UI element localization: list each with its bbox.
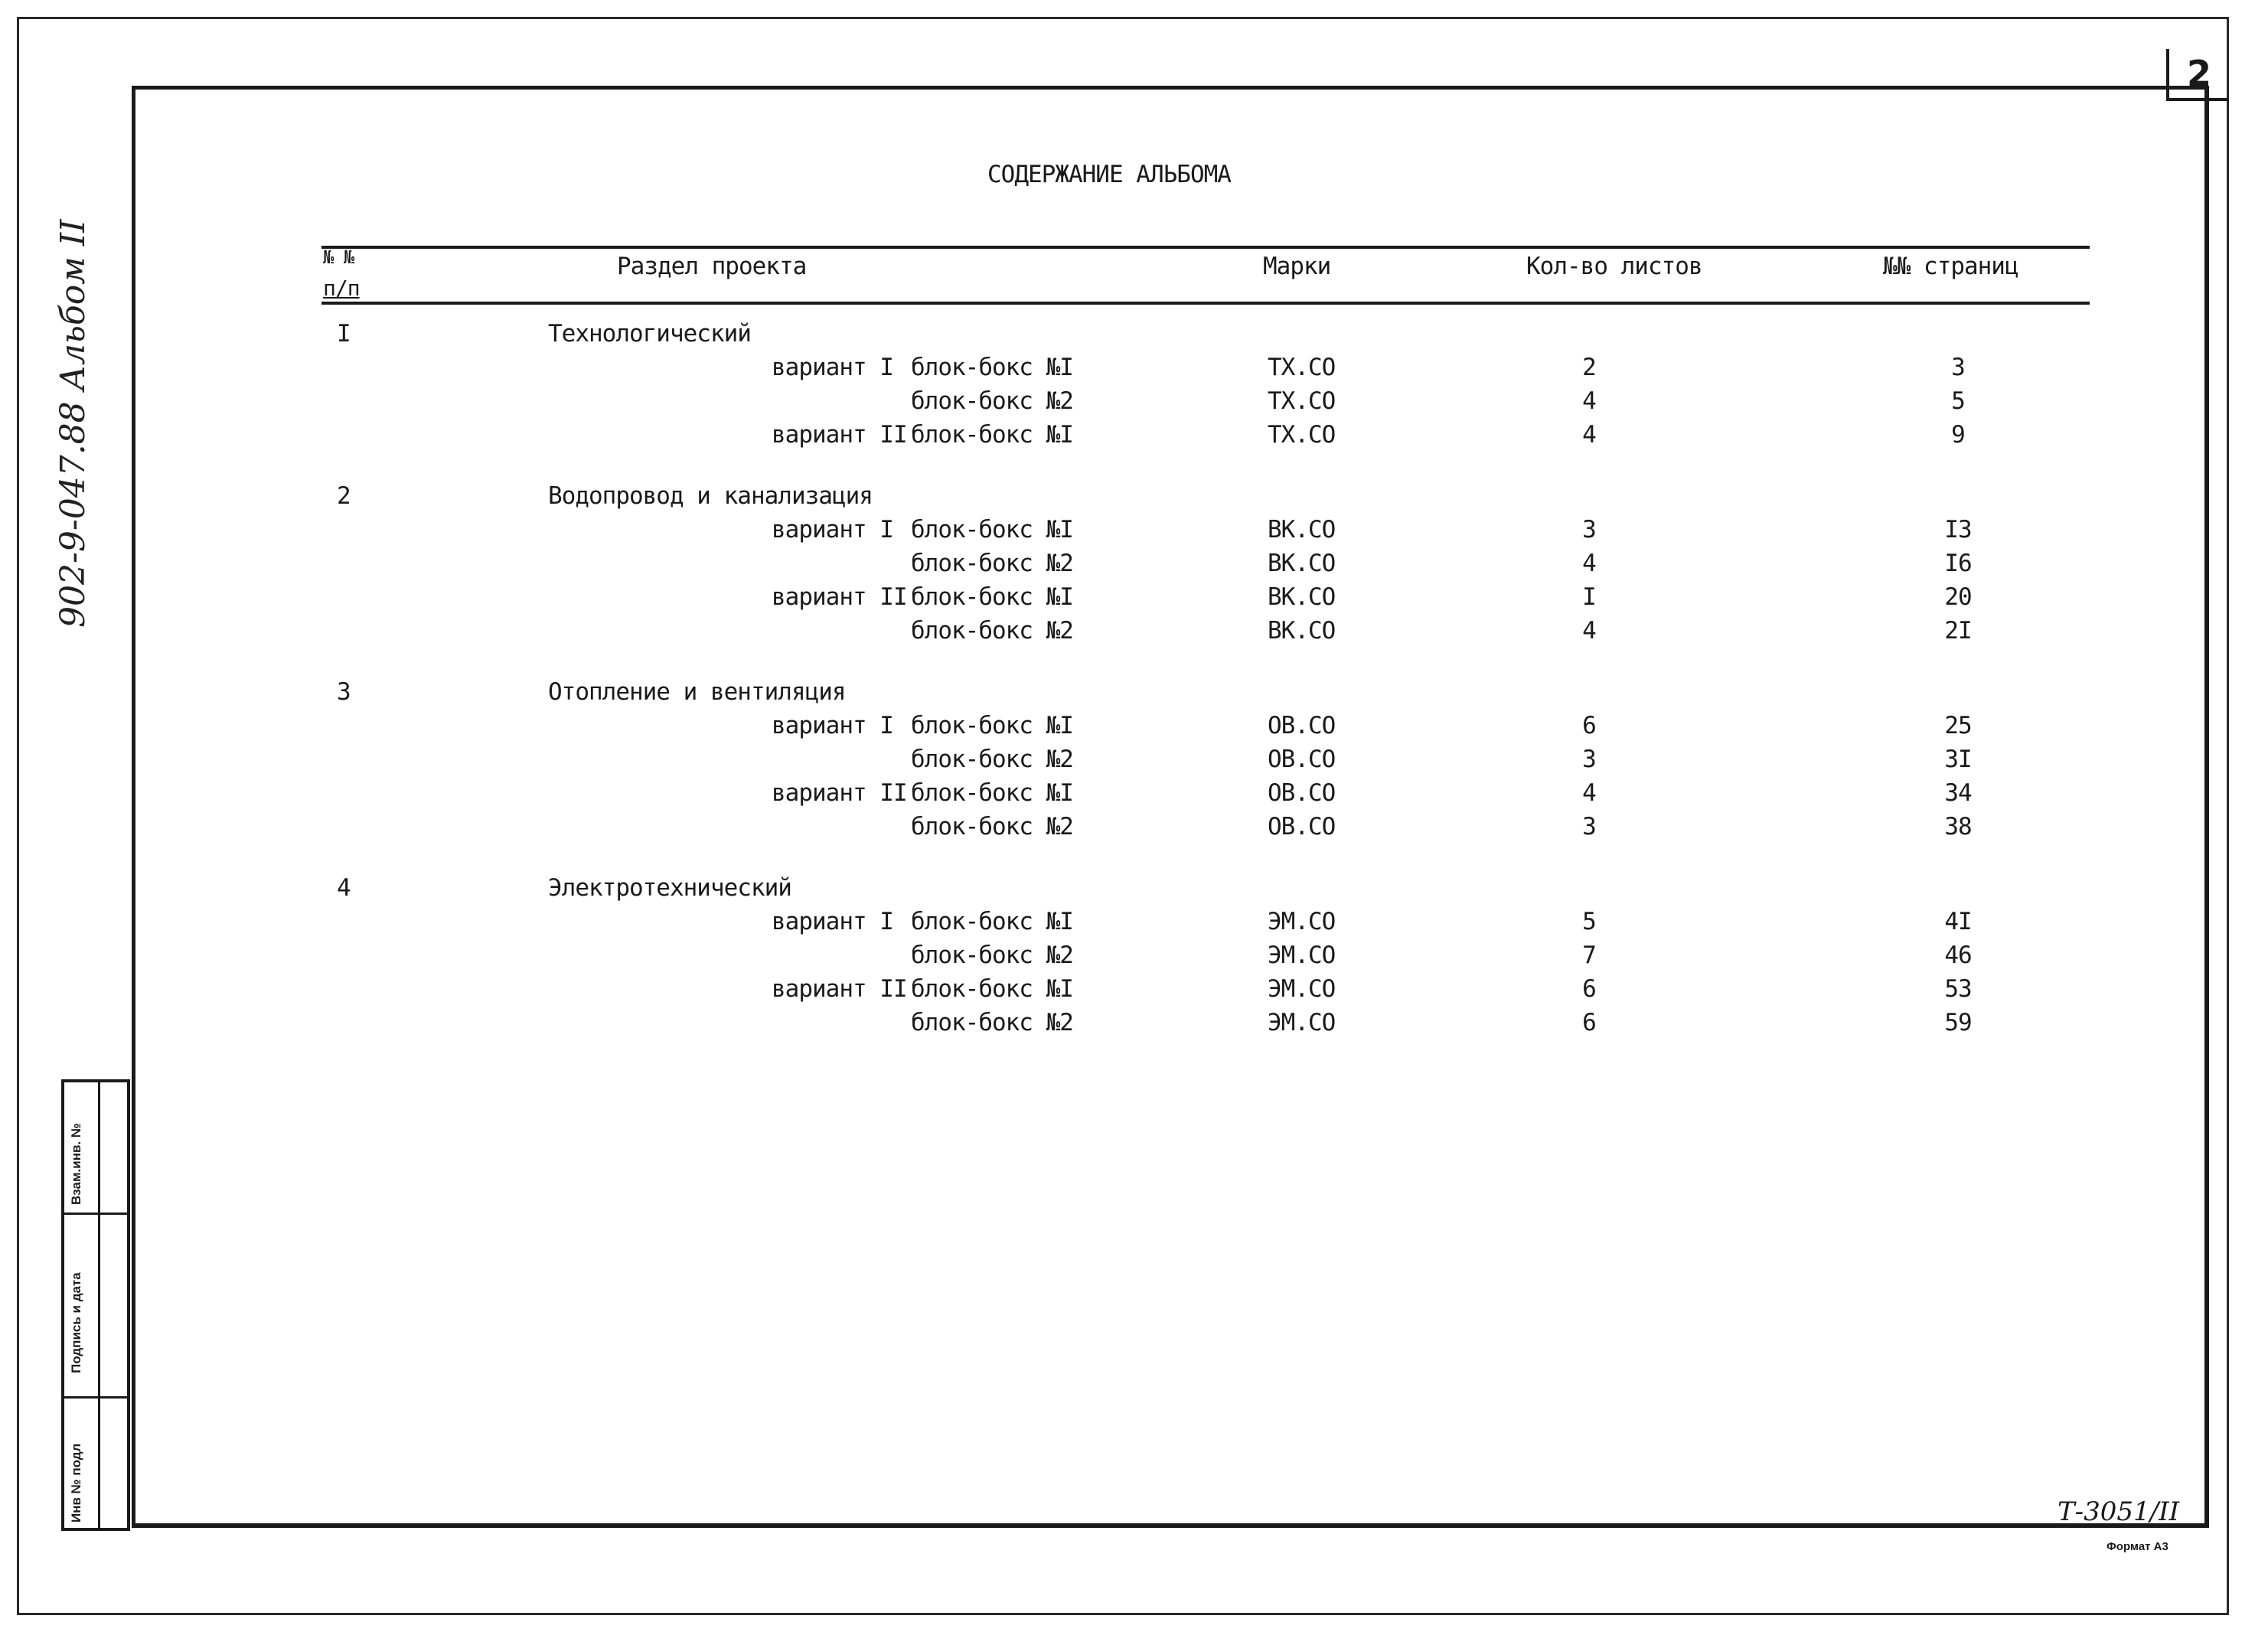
row-sheets: 5 [1582,908,1596,935]
row-sheets: 4 [1582,387,1596,415]
row-sheets: 7 [1582,942,1596,969]
row-page: 46 [1944,942,1972,969]
row-block: блок-бокс №2 [911,942,1073,969]
row-sheets: 2 [1582,354,1596,381]
row-sheets: 3 [1582,516,1596,543]
row-page: 3I [1944,746,1972,773]
row-variant: вариант I [772,516,893,543]
row-sheets: 4 [1582,779,1596,807]
document-code: Т-3051/II [2058,1496,2180,1527]
stamp-inv-replace: Взам.инв. № [69,1123,83,1205]
row-page: I6 [1944,550,1972,577]
row-sheets: I [1582,583,1596,611]
section-number: I [337,320,351,348]
section-number: 3 [337,678,351,706]
column-pages: №№ страниц [1883,253,2018,280]
section-number: 4 [337,874,351,902]
row-mark: ВК.СО [1268,583,1336,611]
row-page: 2I [1944,617,1972,645]
row-block: блок-бокс №I [911,583,1073,611]
row-block: блок-бокс №2 [911,746,1073,773]
row-variant: вариант II [772,975,907,1003]
section-name: Электротехнический [548,874,791,902]
row-mark: ЭМ.СО [1268,975,1336,1003]
column-no-line2: п/п [323,276,360,301]
row-mark: ОВ.СО [1268,779,1336,807]
table-top-rule [321,246,2090,249]
table-header-rule [321,302,2090,305]
row-page: I3 [1944,516,1972,543]
row-mark: ВК.СО [1268,617,1336,645]
row-variant: вариант I [772,354,893,381]
section-name: Технологический [548,320,751,348]
row-block: блок-бокс №I [911,908,1073,935]
row-variant: вариант II [772,779,907,807]
format-label: Формат А3 [2106,1540,2168,1553]
row-mark: ОВ.СО [1268,746,1336,773]
column-sheets: Кол-во листов [1526,253,1702,280]
row-block: блок-бокс №2 [911,1009,1073,1036]
row-mark: ВК.СО [1268,516,1336,543]
column-no-line1: № № [323,246,354,268]
row-page: 59 [1944,1009,1972,1036]
row-block: блок-бокс №I [911,421,1073,449]
row-mark: ОВ.СО [1268,813,1336,840]
row-mark: ЭМ.СО [1268,1009,1336,1036]
row-block: блок-бокс №I [911,354,1073,381]
row-page: 53 [1944,975,1972,1003]
row-variant: вариант I [772,908,893,935]
approval-stamp [61,1079,130,1531]
section-name: Отопление и вентиляция [548,678,846,706]
row-sheets: 3 [1582,746,1596,773]
row-sheets: 6 [1582,712,1596,739]
row-mark: ЭМ.СО [1268,908,1336,935]
row-block: блок-бокс №I [911,975,1073,1003]
row-page: 4I [1944,908,1972,935]
row-page: 34 [1944,779,1972,807]
row-block: блок-бокс №I [911,779,1073,807]
row-page: 9 [1951,421,1965,449]
stamp-signature-date: Подпись и дата [69,1272,83,1373]
row-sheets: 3 [1582,813,1596,840]
row-variant: вариант I [772,712,893,739]
row-variant: вариант II [772,421,907,449]
row-mark: ЭМ.СО [1268,942,1336,969]
row-block: блок-бокс №2 [911,550,1073,577]
row-mark: ОВ.СО [1268,712,1336,739]
column-section: Раздел проекта [617,253,807,280]
row-sheets: 6 [1582,975,1596,1003]
row-sheets: 4 [1582,550,1596,577]
row-block: блок-бокс №I [911,516,1073,543]
row-page: 3 [1951,354,1965,381]
column-marks: Марки [1263,253,1331,280]
row-mark: ВК.СО [1268,550,1336,577]
row-mark: ТХ.СО [1268,421,1336,449]
row-block: блок-бокс №2 [911,387,1073,415]
row-page: 38 [1944,813,1972,840]
row-page: 25 [1944,712,1972,739]
row-page: 5 [1951,387,1965,415]
row-mark: ТХ.СО [1268,387,1336,415]
row-sheets: 6 [1582,1009,1596,1036]
row-mark: ТХ.СО [1268,354,1336,381]
row-sheets: 4 [1582,617,1596,645]
row-block: блок-бокс №2 [911,813,1073,840]
side-caption: 902-9-047.88 Альбом II [54,219,93,628]
row-block: блок-бокс №I [911,712,1073,739]
row-variant: вариант II [772,583,907,611]
page-title: СОДЕРЖАНИЕ АЛЬБОМА [987,161,1231,188]
row-block: блок-бокс №2 [911,617,1073,645]
stamp-inv-original: Инв № подл [69,1443,83,1523]
row-page: 20 [1944,583,1972,611]
section-number: 2 [337,482,351,510]
row-sheets: 4 [1582,421,1596,449]
section-name: Водопровод и канализация [548,482,873,510]
page-number: 2 [2166,49,2229,101]
